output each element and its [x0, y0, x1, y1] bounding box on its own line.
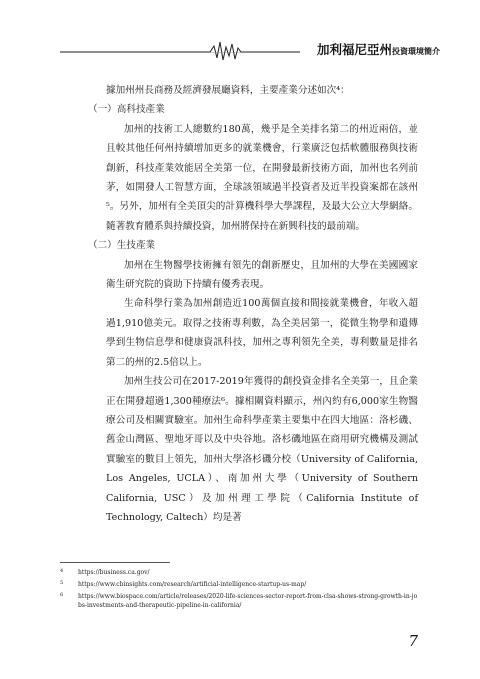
footnote [60, 568, 420, 577]
body-text [88, 81, 418, 527]
paragraph-biotech-2: 生命科學行業為加州創造近100萬個直接和間接就業機會，年收入超過1,910億美元。取得之技術專利數，為全美居第一，從微生物學和遺傳學到生物信息學和健康資訊科技，加州之專利領先全美，專利數量是排名第二的州的2.5倍以上。 [106, 298, 418, 368]
section-heading-high-tech: （一）高科技產業 [88, 104, 165, 116]
header-title-main: 加利福尼亞州 [316, 42, 392, 57]
footnote-link[interactable]: https://business.ca.gov/ [78, 569, 150, 576]
footnote [60, 592, 420, 610]
intro-paragraph: 據加州州長商務及經濟發展廳資料，主要產業分述如次⁴： [106, 85, 350, 96]
footnote-number: 5 [60, 580, 64, 586]
footnote-number: 4 [60, 568, 64, 574]
footnote-number: 6 [60, 592, 64, 598]
paragraph-biotech-3: 加州生技公司在2017-2019年獲得的創投資金排名全美第一，且企業正在開發超過1,300種療法⁶。據相關資料顯示，州內約有6,000家生物醫療公司及相關實驗室。加州生命科學產業主要集中在四大地區：洛杉磯、舊金山灣區、聖地牙哥以及中央谷地。洛杉磯地區在商用研究機構及測試實驗室的數目上領先，加州大學洛杉磯分校（University of California, Los Angeles, UCLA）、南加州大學（University of Southern California, USC）及加州理工學院（California Institute of Technology, Caltech）均是著 [106, 376, 418, 523]
footnotes [60, 568, 420, 613]
paragraph-high-tech: 加州的技術工人總數約180萬，幾乎是全美排名第二的州近兩倍，並且較其他任何州持續增加更多的就業機會，行業廣泛包括軟體服務與技術創新，科技產業效能居全美第一位，在開發最新技術方面，加州也名列前茅，如開發人工智慧方面，全球該領域過半投資者及近半投資案都在該州⁵。另外，加州有全美頂尖的計算機科學大學課程，及最大公立大學網絡。隨著教育體系與持續投資，加州將保持在新興科技的最前端。 [106, 123, 418, 232]
footnote [60, 580, 420, 589]
header-title [317, 42, 440, 58]
paragraph-biotech-1: 加州在生物醫學技術擁有領先的創新歷史，且加州的大學在美國國家衛生研究院的資助下持續有優秀表現。 [106, 259, 418, 291]
section-heading-biotech: （二）生技產業 [88, 240, 156, 252]
page-number: 7 [408, 632, 418, 650]
footnote-link[interactable]: https://www.biospace.com/article/releases/2020-life-sciences-sector-report-from-clsa-shows-strong-growth-in-jobs-investments-and-therapeutic-pipeline-in-california/ [78, 593, 418, 609]
running-header [60, 38, 440, 62]
footnote-link[interactable]: https://www.cbinsights.com/research/artificial-intelligence-startup-us-map/ [78, 581, 307, 588]
header-title-sub: 投資環境簡介 [392, 47, 440, 56]
footnote-divider [60, 562, 170, 563]
